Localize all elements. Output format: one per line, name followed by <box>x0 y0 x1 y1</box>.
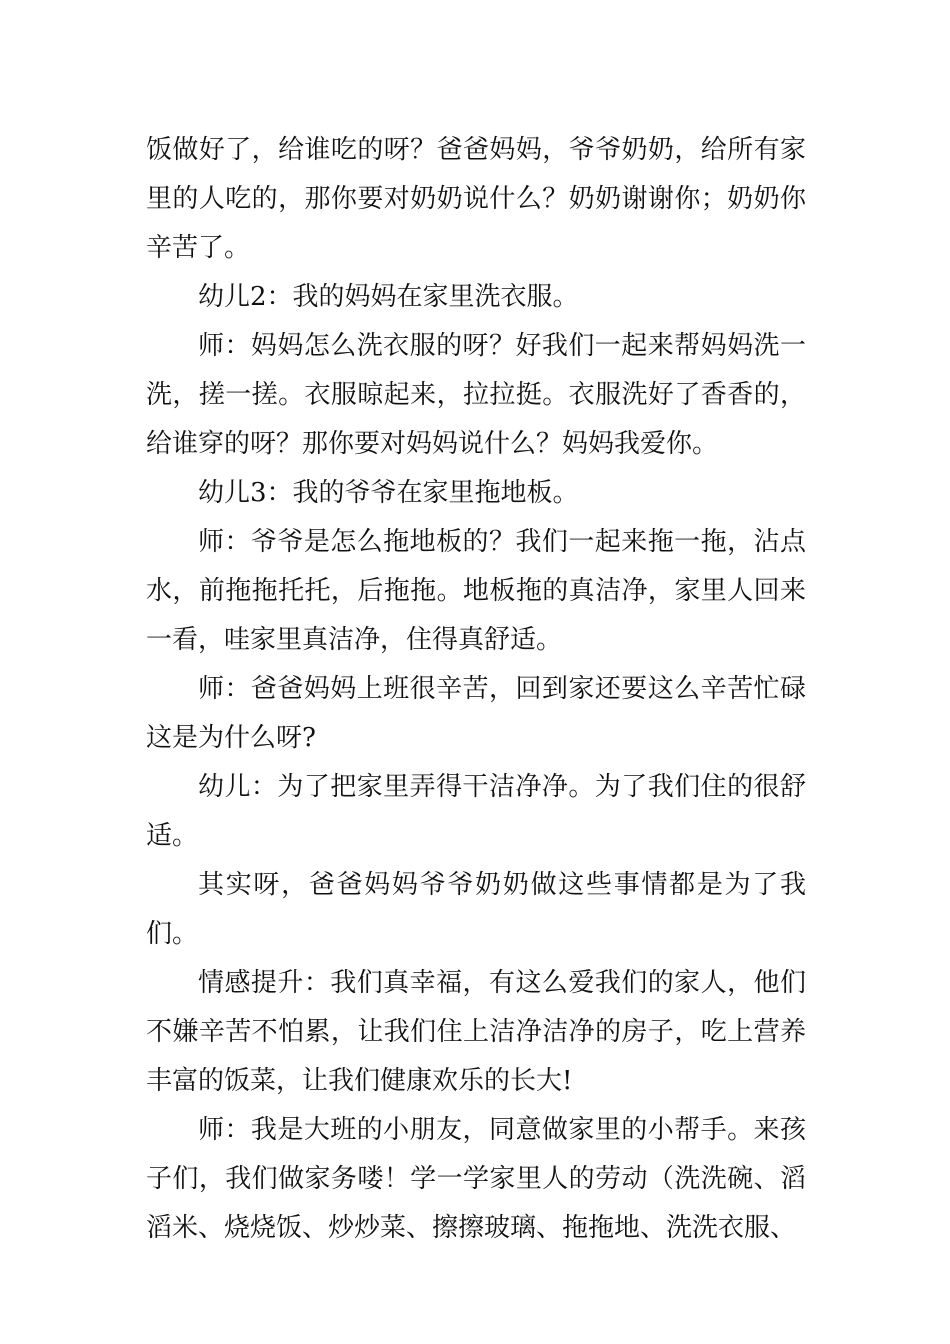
paragraph-1: 饭做好了，给谁吃的呀？爸爸妈妈，爷爷奶奶，给所有家里的人吃的，那你要对奶奶说什么？奶奶谢谢你；奶奶你辛苦了。 <box>146 135 806 263</box>
paragraph-9: 情感提升：我们真幸福，有这么爱我们的家人，他们不嫌辛苦不怕累，让我们住上洁净洁净的房子，吃上营养丰富的饭菜，让我们健康欢乐的长大! <box>146 968 806 1096</box>
paragraph-2: 幼儿2：我的妈妈在家里洗衣服。 <box>198 282 579 312</box>
document-body <box>146 126 806 1253</box>
paragraph-3: 师：妈妈怎么洗衣服的呀？好我们一起来帮妈妈洗一洗，搓一搓。衣服晾起来，拉拉挺。衣服洗好了香香的，给谁穿的呀？那你要对妈妈说什么？妈妈我爱你。 <box>146 331 806 459</box>
paragraph-6: 师：爸爸妈妈上班很辛苦，回到家还要这么辛苦忙碌这是为什么呀? <box>146 674 806 753</box>
paragraph-5: 师：爷爷是怎么拖地板的？我们一起来拖一拖，沾点水，前拖拖托托，后拖拖。地板拖的真洁净，家里人回来一看，哇家里真洁净，住得真舒适。 <box>146 527 806 655</box>
paragraph-8: 其实呀，爸爸妈妈爷爷奶奶做这些事情都是为了我们。 <box>146 870 806 949</box>
paragraph-4: 幼儿3：我的爷爷在家里拖地板。 <box>198 478 579 508</box>
paragraph-7: 幼儿：为了把家里弄得干洁净净。为了我们住的很舒适。 <box>146 772 806 851</box>
paragraph-10: 师：我是大班的小朋友，同意做家里的小帮手。来孩子们，我们做家务喽！学一学家里人的劳动（洗洗碗、滔滔米、烧烧饭、炒炒菜、擦擦玻璃、拖拖地、洗洗衣服、 <box>146 1115 806 1243</box>
